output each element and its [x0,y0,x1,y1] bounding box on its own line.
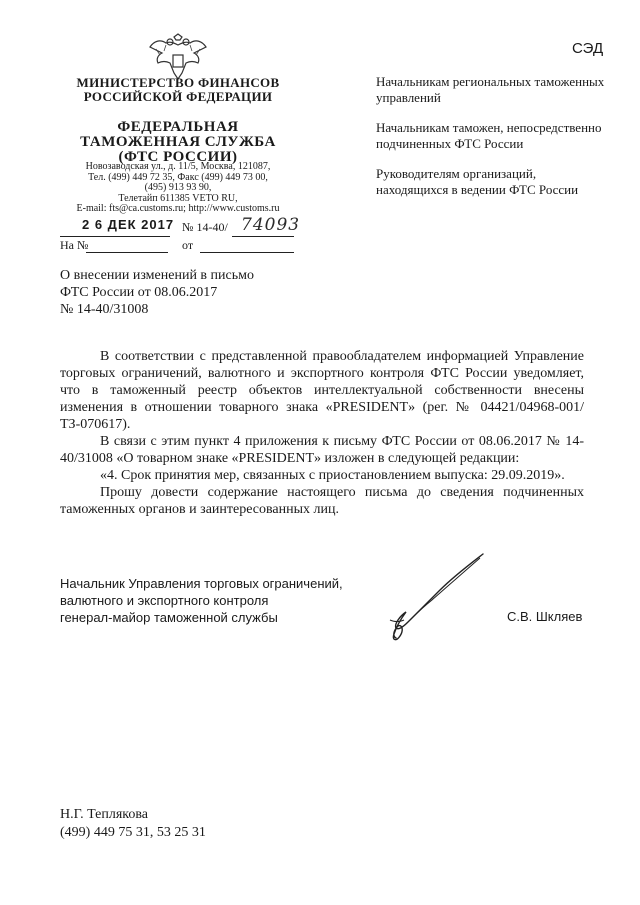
letter-subject: О внесении изменений в письмо ФТС России от 08.06.2017 № 14-40/31008 [60,268,254,317]
ministry-name: МИНИСТЕРСТВО ФИНАНСОВ РОССИЙСКОЙ ФЕДЕРАЦИИ [76,75,280,104]
sed-marker: СЭД [572,40,604,57]
reference-number-blank [86,252,168,253]
body-paragraph: «4. Срок принятия мер, связанных с приостановлением выпуска: 29.09.2019». [100,468,565,483]
addressee: Начальникам таможен, непосредственно подчиненных ФТС России [376,120,602,151]
number-underline [232,236,294,237]
performer-name: Н.Г. Теплякова [60,807,149,822]
reference-date-label: от [182,238,194,252]
reference-date-blank [200,252,294,253]
reference-number-label: На № [60,238,89,252]
signatory-name: С.В. Шкляев [507,609,583,624]
addressee: Начальникам региональных таможенных управлений [376,74,605,105]
addressees [376,74,606,212]
letter-number-label: № 14-40/ [182,220,228,234]
signatory-position: Начальник Управления торговых ограничений, валютного и экспортного контроля генерал-майор таможенной службы [60,576,343,625]
body-paragraph: В соответствии с представленной правообладателем информацией Управление торговых ограничений, валютного и экспортного контроля ФТС России уведомляет, что в таможенный реестр объектов интеллектуальной собственности внесены изменения в отношении товарного знака «PRESIDENT» (рег. № 04421/04968-001/ТЗ-070617). [60,349,584,432]
addressee: Руководителям организаций, находящихся в ведении ФТС России [376,166,579,197]
letter-body [60,348,584,518]
letter-date: 2 6 ДЕК 2017 [82,217,175,232]
performer-phone: (499) 449 75 31, 53 25 31 [60,825,206,840]
contact-info: Новозаводская ул., д. 11/5, Москва, 121087, Тел. (499) 449 72 35, Факс (499) 449 73 00, (495) 913 93 90, Телетайп 611385 VETO RU, E-mail: fts@ca.customs.ru; http://www.customs.ru [76,161,280,214]
date-underline [60,236,170,237]
body-paragraph: В связи с этим пункт 4 приложения к письму ФТС России от 08.06.2017 № 14-40/31008 «О товарном знаке «PRESIDENT» изложен в следующей редакции: [60,434,584,466]
service-name: ФЕДЕРАЛЬНАЯ ТАМОЖЕННАЯ СЛУЖБА (ФТС РОССИИ) [80,119,276,165]
performer-info [60,806,206,842]
letter-number-handwritten: 74093 [241,215,301,235]
handwritten-signature [378,550,486,650]
body-paragraph: Прошу довести содержание настоящего письма до сведения подчиненных таможенных органов и заинтересованных лиц. [60,485,584,517]
